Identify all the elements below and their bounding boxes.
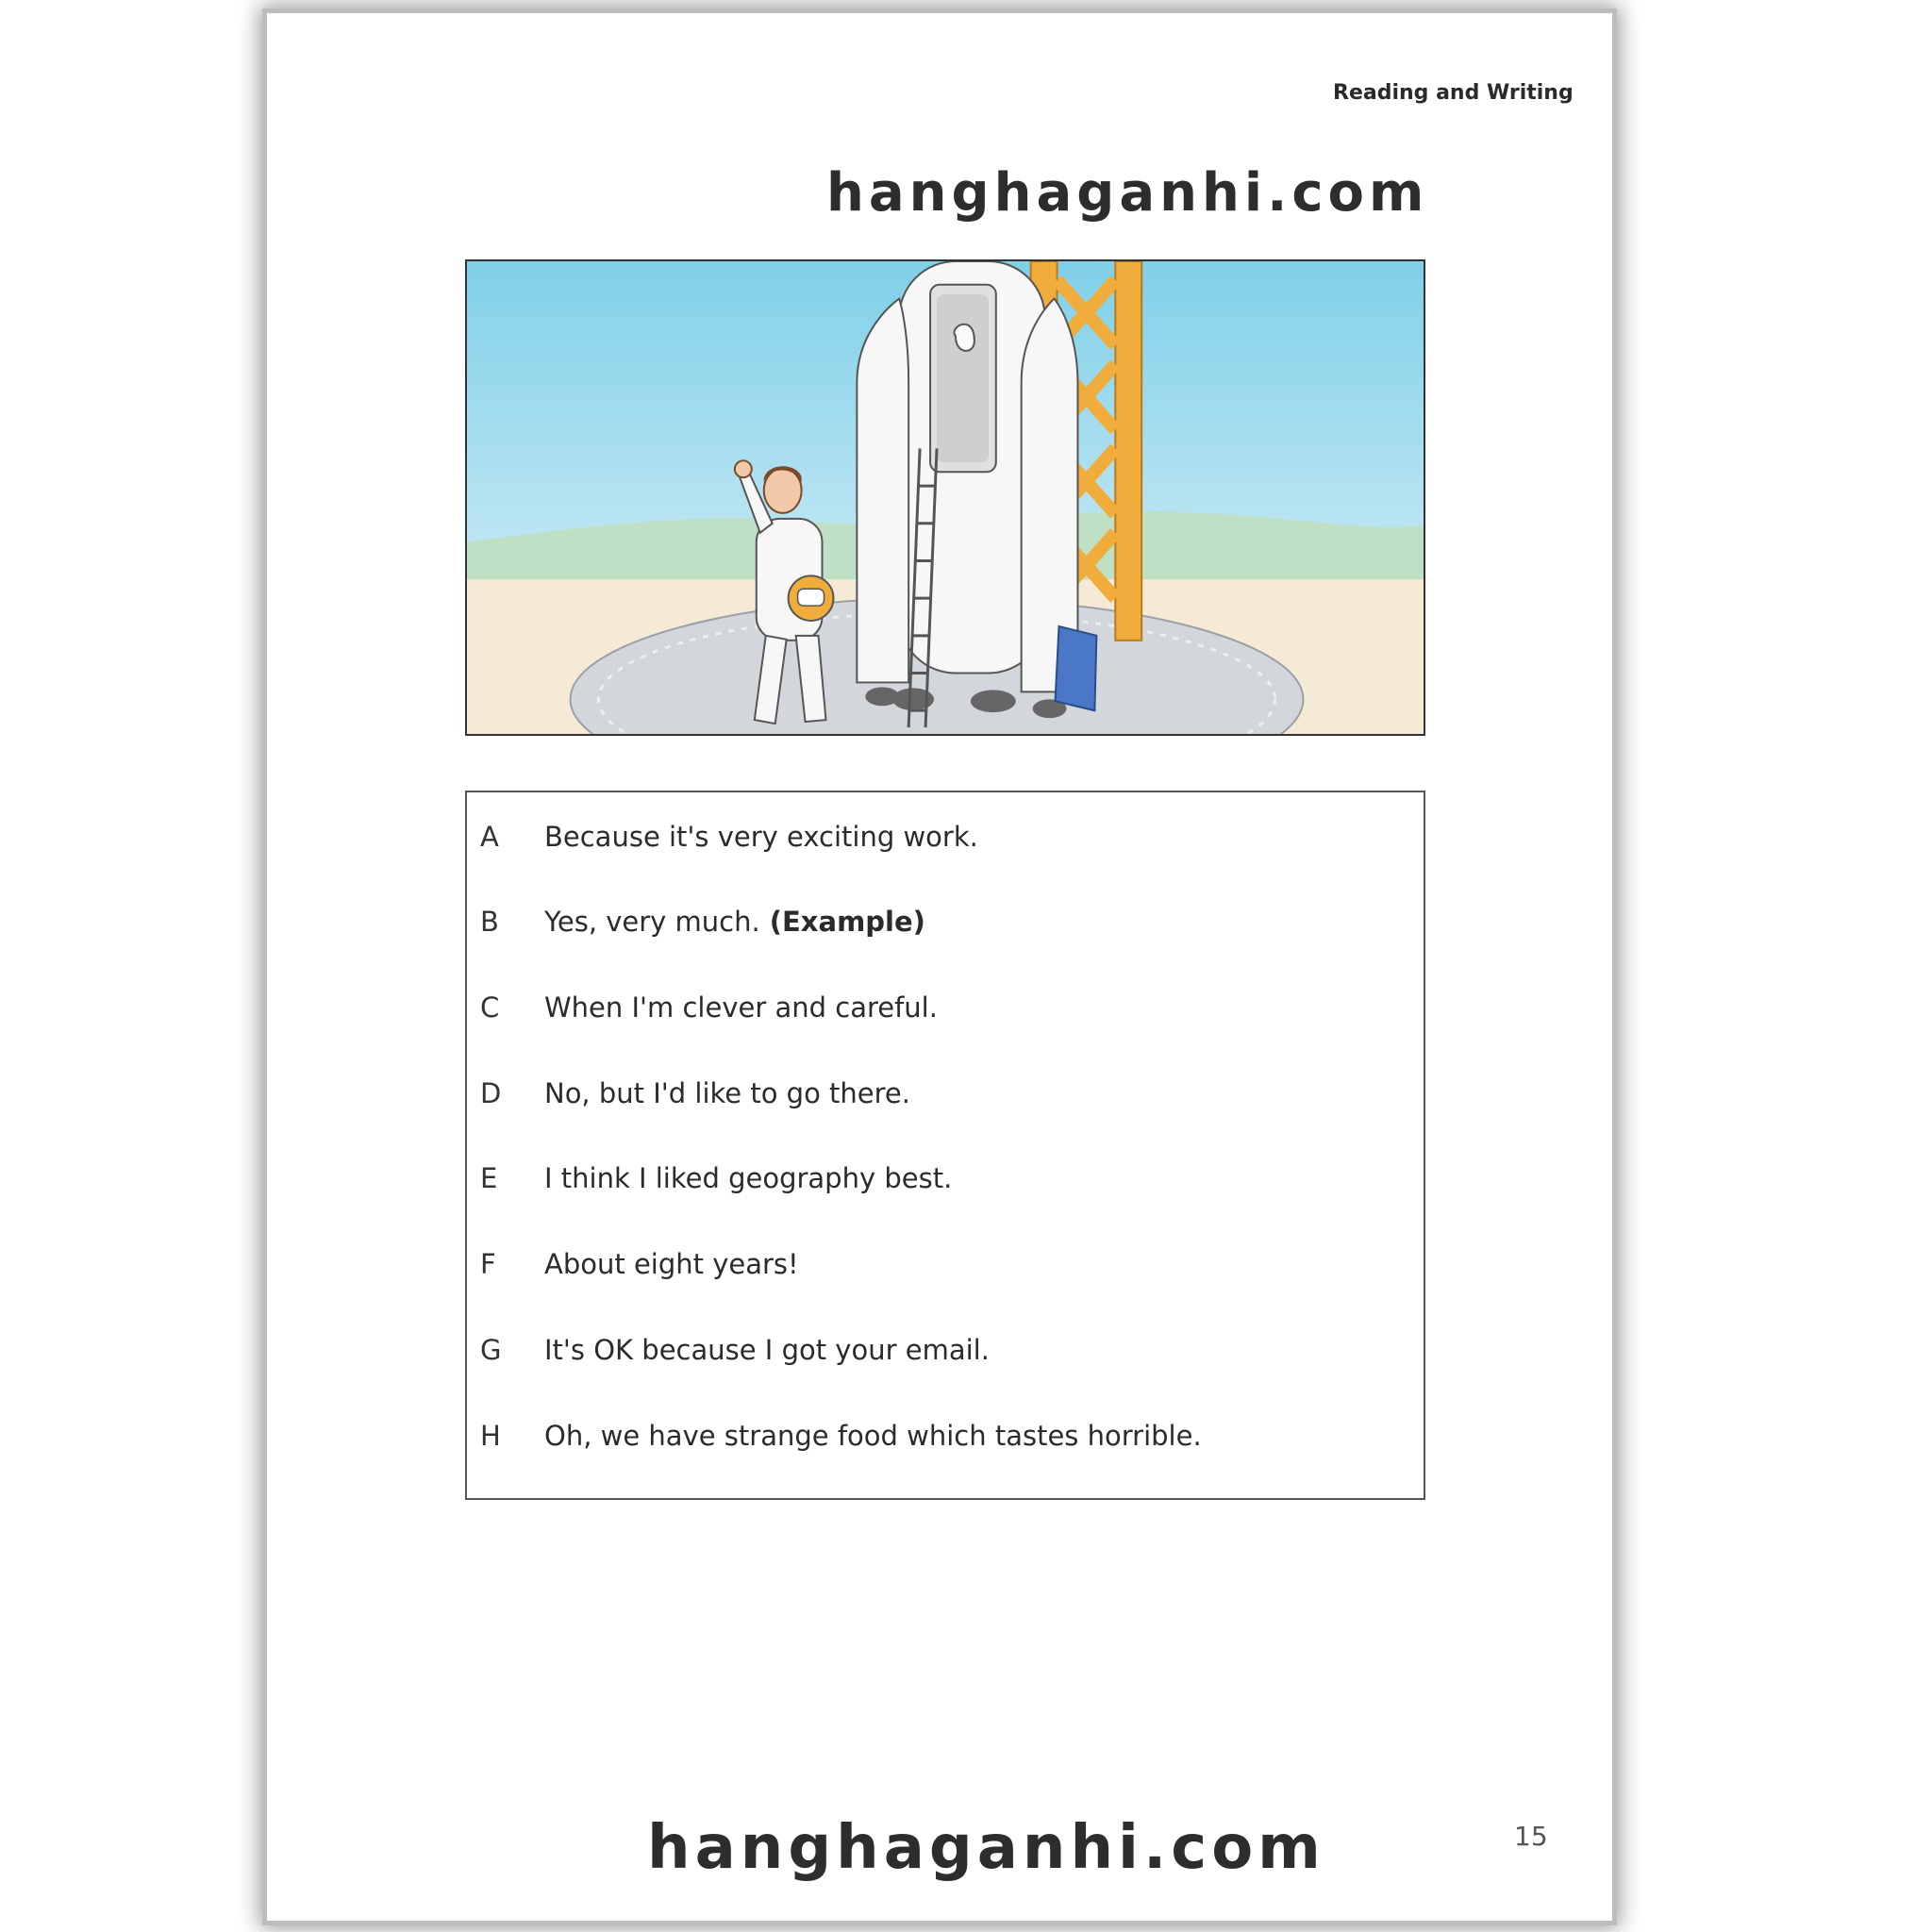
answer-option-a (467, 809, 1424, 866)
answer-option-h (467, 1408, 1424, 1465)
answer-letter: G (480, 1334, 502, 1366)
answer-letter: A (480, 821, 499, 853)
answer-option-b (467, 894, 1424, 951)
answer-option-e (467, 1151, 1424, 1208)
rocket (857, 261, 1077, 727)
answer-option-c (467, 980, 1424, 1037)
answer-text: I think I liked geography best. (544, 1162, 953, 1194)
answer-letter: D (480, 1077, 502, 1109)
example-note: (Example) (769, 906, 925, 938)
answer-letter: E (480, 1162, 498, 1194)
answer-text-main: Yes, very much. (544, 906, 760, 938)
answer-text: Because it's very exciting work. (544, 821, 978, 853)
answer-text: When I'm clever and careful. (544, 991, 938, 1024)
blue-panel (1056, 626, 1097, 710)
answer-options-box (465, 791, 1425, 1500)
answer-letter: F (480, 1248, 496, 1280)
answer-option-g (467, 1323, 1424, 1379)
section-header: Reading and Writing (1333, 81, 1574, 105)
answer-letter: B (480, 906, 499, 938)
page-number: 15 (1514, 1821, 1548, 1852)
answer-text: Oh, we have strange food which tastes horrible. (544, 1420, 1202, 1452)
answer-letter: C (480, 991, 500, 1024)
rocket-launch-illustration (465, 259, 1425, 736)
answer-text: No, but I'd like to go there. (544, 1077, 910, 1109)
answer-letter: H (480, 1420, 501, 1452)
watermark-top: hanghaganhi.com (826, 162, 1429, 224)
answer-text: It's OK because I got your email. (544, 1334, 990, 1366)
watermark-bottom: hanghaganhi.com (647, 1813, 1325, 1883)
answer-text (544, 906, 925, 938)
answer-option-d (467, 1066, 1424, 1123)
answer-text: About eight years! (544, 1248, 799, 1280)
answer-option-f (467, 1237, 1424, 1293)
